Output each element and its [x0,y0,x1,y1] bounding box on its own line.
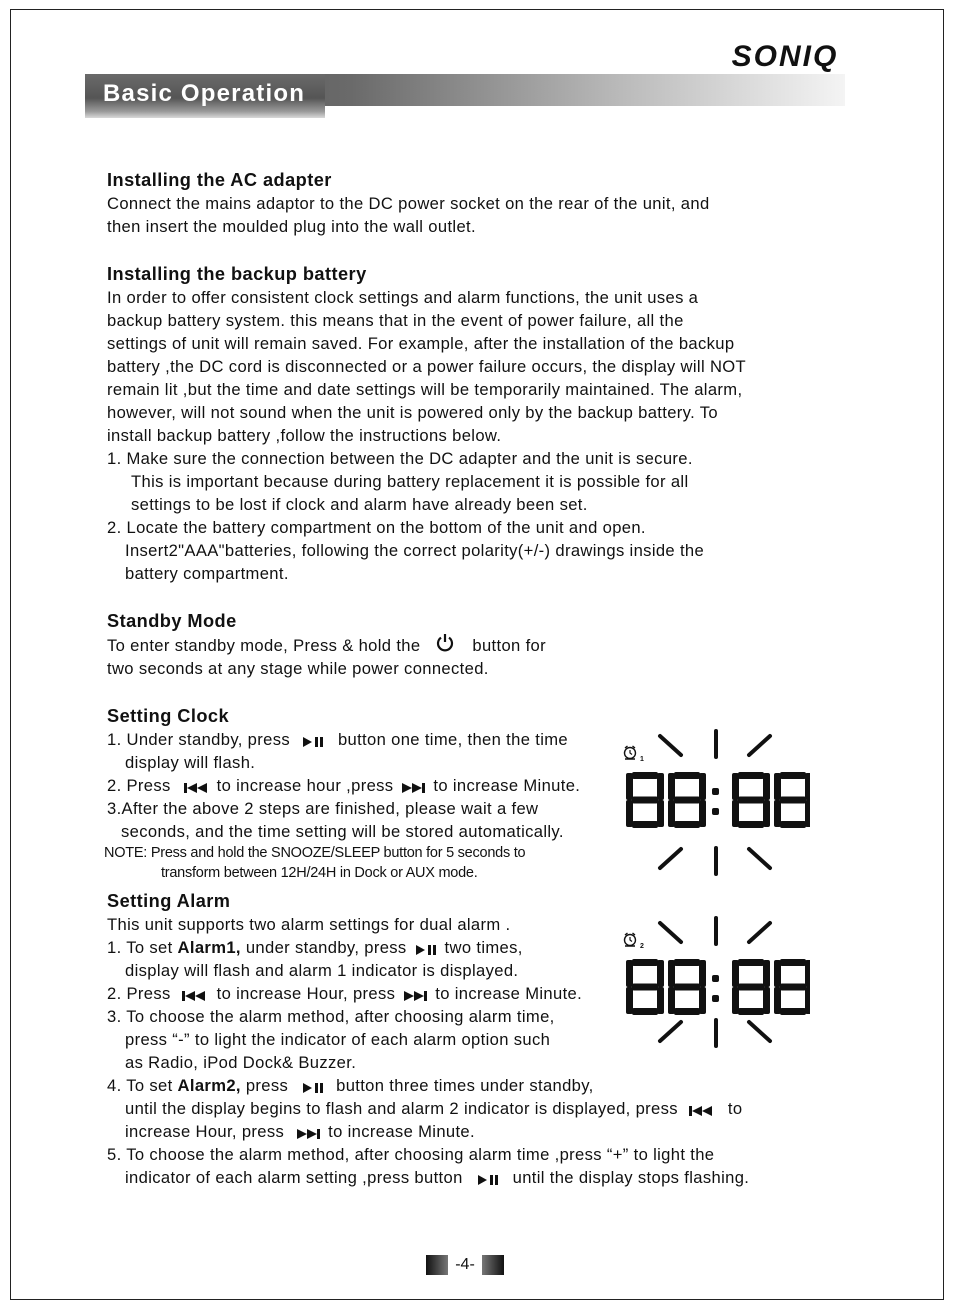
lcd-colon [712,975,719,1002]
setting-clock-section [104,704,622,883]
step-line: This is important because during battery replacement it is possible for all [131,472,689,491]
step-line: 2. Press to increase Hour, press to increase Minute. [107,984,583,1003]
next-track-icon [402,782,426,794]
lcd-digit [774,772,810,828]
text-line: In order to offer consistent clock settings and alarm functions, the unit uses a [107,288,699,307]
step-line: 2. Press to increase hour ,press to increase Minute. [107,776,581,795]
alarm-clock-icon [625,746,645,763]
step-line: display will flash. [125,753,256,772]
text-line: battery ,the DC cord is disconnected or a power failure occurs, the display will NOT [107,357,747,376]
lcd-digit [668,772,706,828]
lcd-digit [774,959,810,1015]
heading-standby-mode: Standby Mode [107,611,237,631]
text-line: This unit supports two alarm settings for dual alarm . [107,915,511,934]
next-track-icon [297,1128,321,1140]
heading-setting-clock: Setting Clock [107,706,230,726]
lcd-digit [732,772,770,828]
lcd-digit [626,772,664,828]
svg-text:SONIQ: SONIQ [731,40,839,72]
page-title: Basic Operation [103,80,306,107]
step-line: 1. Under standby, press button one time, then the time [107,730,568,749]
play-pause-icon [303,736,325,748]
text-line: two seconds at any stage while power connected. [107,659,489,678]
soniq-logo [722,40,848,72]
lcd-digits [626,772,810,828]
play-pause-icon [303,1082,325,1094]
text-line: backup battery system. this means that in the event of power failure, all the [107,311,684,330]
svg-text:1: 1 [640,756,644,763]
svg-text:2: 2 [640,943,644,950]
flashing-clock-display [620,728,810,878]
step-line: indicator of each alarm setting ,press button until the display stops flashing. [125,1168,750,1187]
heading-ac-adapter: Installing the AC adapter [107,170,332,190]
step-line: 1. Make sure the connection between the DC adapter and the unit is secure. [107,449,693,468]
step-line: as Radio, iPod Dock& Buzzer. [125,1053,357,1072]
text-line: remain lit ,but the time and date settings will be temporarily maintained. The alarm, [107,380,743,399]
step-line: 3.After the above 2 steps are finished, please wait a few [107,799,539,818]
play-pause-icon [416,944,438,956]
text-line: Connect the mains adaptor to the DC power socket on the rear of the unit, and [107,194,710,213]
step-line: 1. To set Alarm1, under standby, press two times, [107,938,523,957]
previous-track-icon [184,782,208,794]
alarm-clock-icon [625,933,645,950]
lcd-colon [712,788,719,815]
note: NOTE: Press and hold the SNOOZE/SLEEP button for 5 seconds to transform between 12H/24H in Dock or AUX mode. [104,845,526,881]
clock-display-2 [620,915,810,1065]
previous-track-icon [182,990,206,1002]
step-line: seconds, and the time setting will be stored automatically. [121,822,564,841]
step-line: until the display begins to flash and alarm 2 indicator is displayed, press to [125,1099,743,1118]
step-line: increase Hour, press to increase Minute. [125,1122,475,1141]
lcd-digits [626,959,810,1015]
step-line: 3. To choose the alarm method, after choosing alarm time, [107,1007,555,1026]
step-line: settings to be lost if clock and alarm have already been set. [131,495,588,514]
next-track-icon [404,990,428,1002]
page-number: -4- [426,1255,504,1277]
lcd-digit [732,959,770,1015]
clock-display-1 [620,728,810,878]
text-line: however, will not sound when the unit is powered only by the backup battery. To [107,403,718,422]
step-line: press “-” to light the indicator of each alarm option such [125,1030,551,1049]
text-line: install backup battery ,follow the instructions below. [107,426,502,445]
play-pause-icon [478,1174,500,1186]
text-line: then insert the moulded plug into the wall outlet. [107,217,476,236]
heading-setting-alarm: Setting Alarm [107,891,231,911]
text-line: To enter standby mode, Press & hold the button for [107,633,827,657]
previous-track-icon [689,1105,713,1117]
heading-backup-battery: Installing the backup battery [107,264,367,284]
power-icon [435,633,455,653]
text-line: settings of unit will remain saved. For example, after the installation of the backup [107,334,735,353]
step-line: battery compartment. [125,564,289,583]
step-line: display will flash and alarm 1 indicator is displayed. [125,961,519,980]
lcd-digit [668,959,706,1015]
step-line: Insert2"AAA"batteries, following the correct polarity(+/-) drawings inside the [125,541,705,560]
step-line: 4. To set Alarm2, press button three times under standby, [107,1076,594,1095]
lcd-digit [626,959,664,1015]
section-banner [85,74,845,118]
step-line: 5. To choose the alarm method, after choosing alarm time ,press “+” to light the [107,1145,715,1164]
step-line: 2. Locate the battery compartment on the bottom of the unit and open. [107,518,646,537]
flashing-clock-display [620,915,810,1065]
